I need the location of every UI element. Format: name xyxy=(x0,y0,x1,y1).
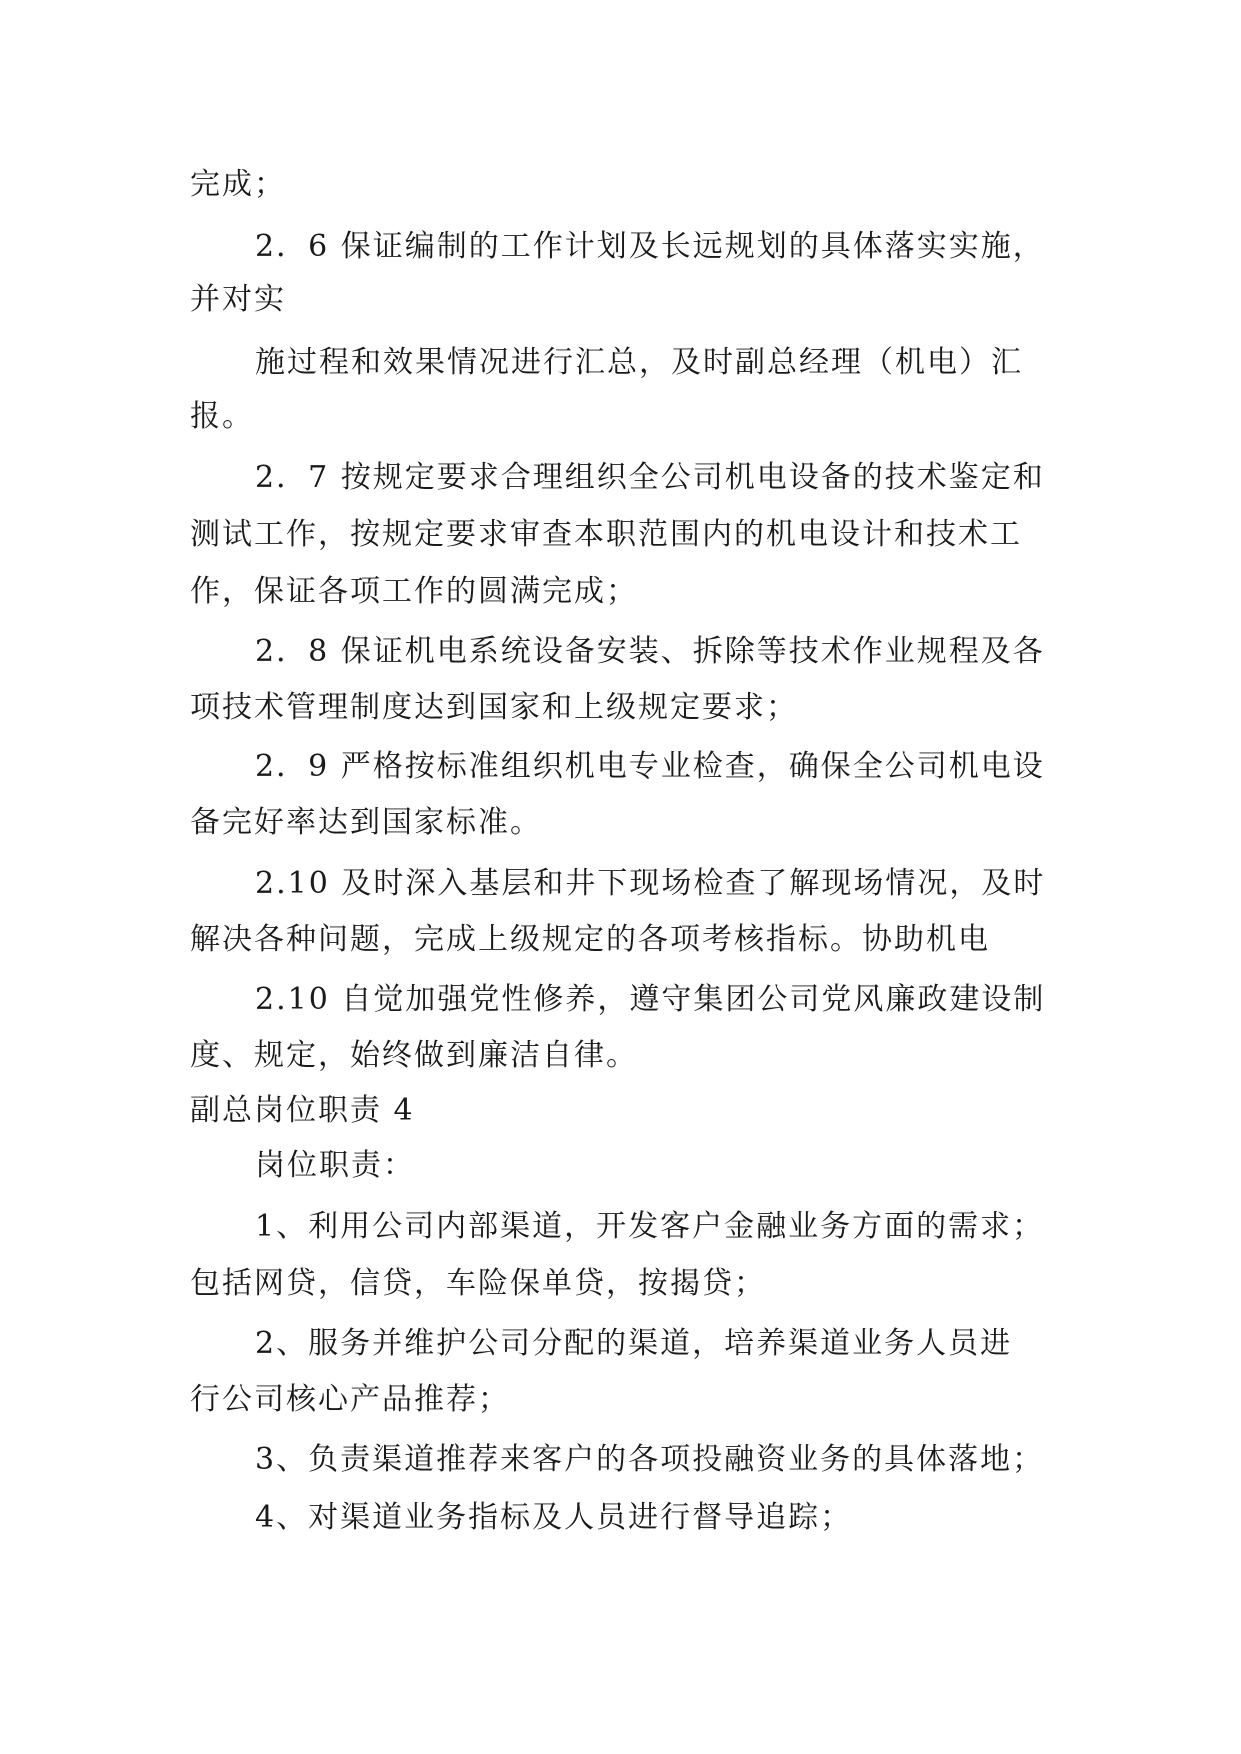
text-line: 测试工作，按规定要求审查本职范围内的机电设计和技术工 xyxy=(190,517,1022,552)
text-line: 报。 xyxy=(190,399,254,434)
text-line: 2.10 自觉加强党性修养，遵守集团公司党风廉政建设制 xyxy=(255,982,1046,1017)
text-line: 4、对渠道业务指标及人员进行督导追踪； xyxy=(255,1500,853,1535)
text-line: 并对实 xyxy=(190,282,286,317)
text-line: 解决各种问题，完成上级规定的各项考核指标。协助机电 xyxy=(190,922,990,957)
text-line: 作，保证各项工作的圆满完成； xyxy=(190,574,638,609)
text-line: 岗位职责： xyxy=(255,1148,415,1183)
text-line: 2．6 保证编制的工作计划及长远规划的具体落实实施， xyxy=(255,229,1045,264)
text-line: 3、负责渠道推荐来客户的各项投融资业务的具体落地； xyxy=(255,1442,1045,1477)
section-heading: 副总岗位职责 4 xyxy=(190,1093,415,1128)
text-line: 2、服务并维护公司分配的渠道，培养渠道业务人员进 xyxy=(255,1326,1013,1361)
text-line: 项技术管理制度达到国家和上级规定要求； xyxy=(190,690,798,725)
text-line: 2．7 按规定要求合理组织全公司机电设备的技术鉴定和 xyxy=(255,460,1045,495)
text-line: 施过程和效果情况进行汇总，及时副总经理（机电）汇 xyxy=(255,345,1023,380)
text-line: 1、利用公司内部渠道，开发客户金融业务方面的需求； xyxy=(255,1209,1045,1244)
text-line: 2.10 及时深入基层和井下现场检查了解现场情况，及时 xyxy=(255,866,1046,901)
text-line: 包括网贷，信贷，车险保单贷，按揭贷； xyxy=(190,1266,766,1301)
text-line: 2．8 保证机电系统设备安装、拆除等技术作业规程及各 xyxy=(255,634,1045,669)
text-line: 2．9 严格按标准组织机电专业检查，确保全公司机电设 xyxy=(255,749,1045,784)
text-line: 完成； xyxy=(190,167,286,202)
text-line: 行公司核心产品推荐； xyxy=(190,1382,510,1417)
text-line: 度、规定，始终做到廉洁自律。 xyxy=(190,1038,638,1073)
text-line: 备完好率达到国家标准。 xyxy=(190,805,542,840)
